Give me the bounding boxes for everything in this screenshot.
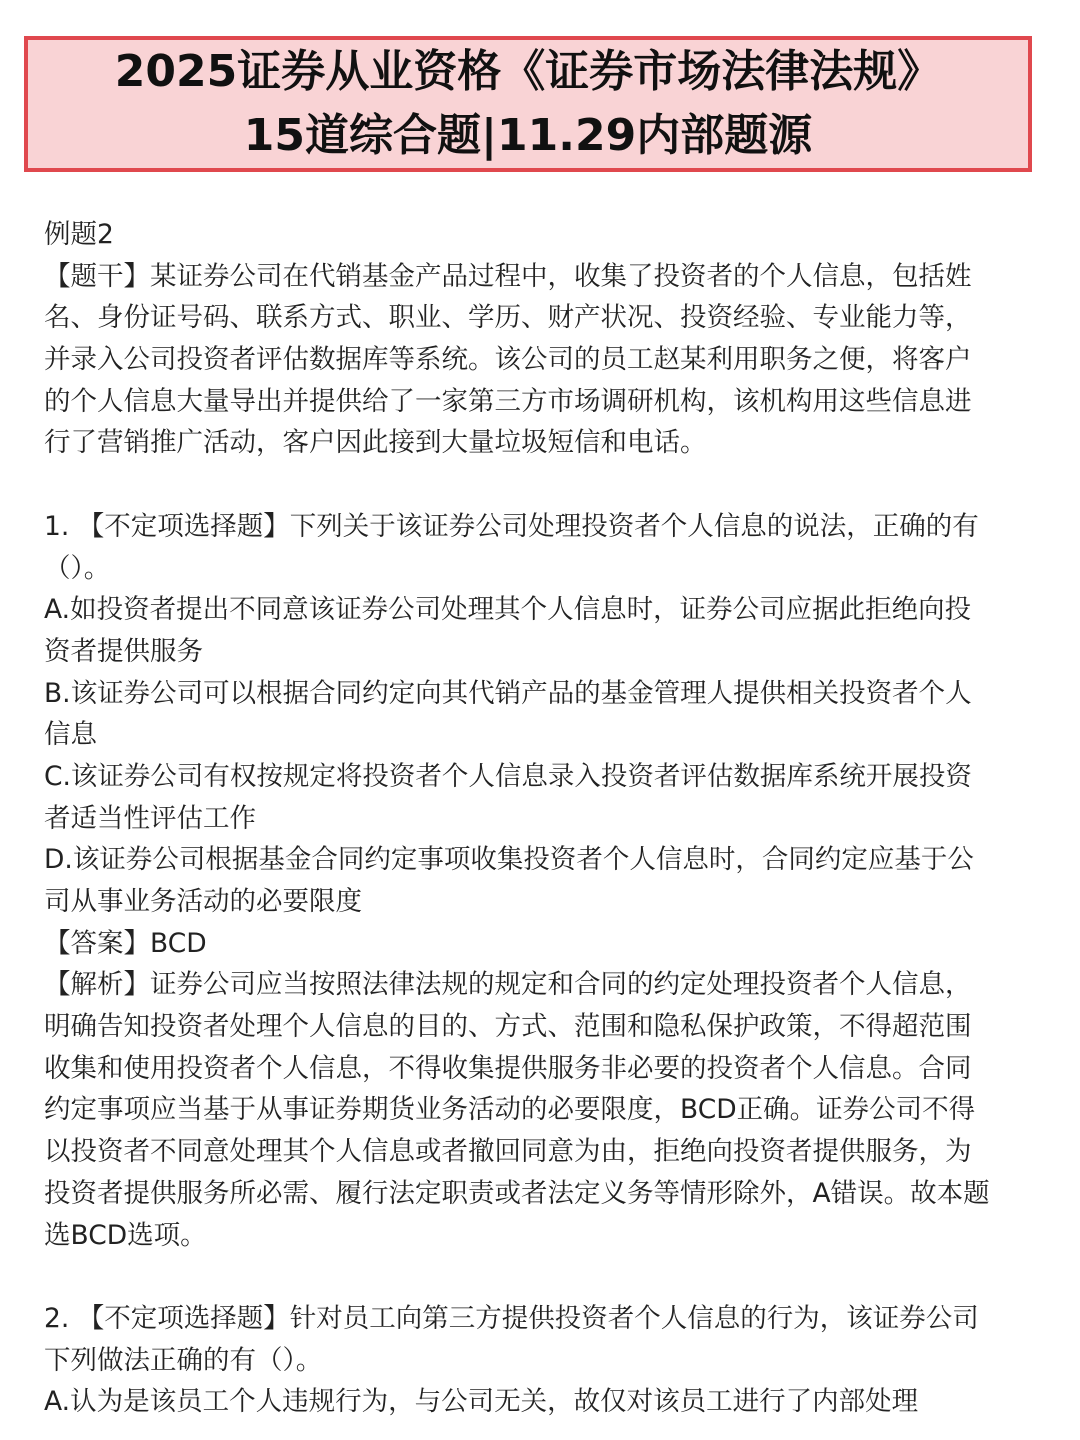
paragraph-gap — [44, 464, 1036, 506]
question-1-analysis: 明确告知投资者处理个人信息的目的、方式、范围和隐私保护政策，不得超范围 — [44, 1011, 972, 1043]
document-body — [44, 214, 1036, 1423]
question-1-option-c: C.该证券公司有权按规定将投资者个人信息录入投资者评估数据库系统开展投资 — [44, 760, 972, 792]
title-banner — [24, 36, 1032, 172]
question-1-analysis: 收集和使用投资者个人信息，不得收集提供服务非必要的投资者个人信息。合同 — [44, 1052, 972, 1084]
stem-line: 名、身份证号码、联系方式、职业、学历、财产状况、投资经验、专业能力等， — [44, 302, 972, 334]
page-title-line-1: 2025证券从业资格《证券市场法律法规》 — [114, 46, 942, 97]
example-label: 例题2 — [44, 219, 114, 250]
paragraph-gap — [44, 1256, 1036, 1298]
question-1-option-b: B.该证券公司可以根据合同约定向其代销产品的基金管理人提供相关投资者个人 — [44, 677, 972, 709]
question-1-analysis: 选BCD选项。 — [44, 1219, 207, 1251]
question-2-stem: 2. 【不定项选择题】针对员工向第三方提供投资者个人信息的行为，该证券公司 — [44, 1302, 979, 1334]
question-1-analysis: 投资者提供服务所必需、履行法定职责或者法定义务等情形除外，A错误。故本题 — [44, 1177, 990, 1209]
stem-line: 行了营销推广活动，客户因此接到大量垃圾短信和电话。 — [44, 427, 707, 459]
question-1-stem: 1. 【不定项选择题】下列关于该证券公司处理投资者个人信息的说法，正确的有 — [44, 510, 979, 542]
question-1-analysis: 【解析】证券公司应当按照法律法规的规定和合同的约定处理投资者个人信息， — [44, 969, 972, 1001]
stem-line: 的个人信息大量导出并提供给了一家第三方市场调研机构，该机构用这些信息进 — [44, 385, 972, 417]
question-1-answer: 【答案】BCD — [44, 927, 207, 959]
page-title-line-2: 15道综合题|11.29内部题源 — [243, 110, 813, 161]
question-1-analysis: 约定事项应当基于从事证券期货业务活动的必要限度，BCD正确。证券公司不得 — [44, 1094, 976, 1126]
question-1-option-a: A.如投资者提出不同意该证券公司处理其个人信息时，证券公司应据此拒绝向投 — [44, 594, 972, 626]
stem-line: 并录入公司投资者评估数据库等系统。该公司的员工赵某利用职务之便，将客户 — [44, 344, 972, 376]
stem-line: 【题干】某证券公司在代销基金产品过程中，收集了投资者的个人信息，包括姓 — [44, 260, 972, 292]
question-1-option-a: 资者提供服务 — [44, 635, 203, 667]
question-1-analysis: 以投资者不同意处理其个人信息或者撤回同意为由，拒绝向投资者提供服务，为 — [44, 1136, 972, 1168]
question-1-option-d: 司从事业务活动的必要限度 — [44, 886, 362, 917]
question-2-stem: 下列做法正确的有（）。 — [44, 1344, 323, 1376]
question-2-option-a: A.认为是该员工个人违规行为，与公司无关，故仅对该员工进行了内部处理 — [44, 1386, 919, 1418]
question-1-option-d: D.该证券公司根据基金合同约定事项收集投资者个人信息时，合同约定应基于公 — [44, 844, 974, 876]
question-1-stem: （）。 — [44, 552, 111, 584]
question-1-option-b: 信息 — [44, 719, 97, 751]
question-1-option-c: 者适当性评估工作 — [44, 802, 256, 834]
